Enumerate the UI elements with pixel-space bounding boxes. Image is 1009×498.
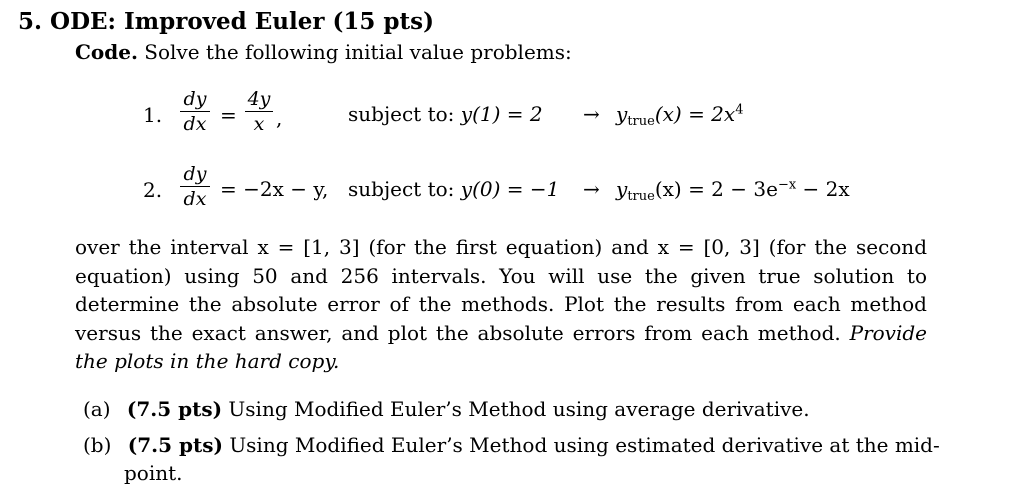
part-b-continuation: point.: [124, 461, 183, 485]
problem-number: 5.: [18, 8, 43, 35]
equation-2-index: 2.: [143, 178, 163, 202]
problem-instruction: [75, 40, 572, 64]
problem-heading: [18, 8, 434, 35]
part-a-points: (7.5 pts): [126, 397, 223, 421]
part-b-text-line1: Using Modified Euler’s Method using estimated derivative at the mid-: [229, 433, 940, 457]
equation-2-derivative: dy dx: [180, 163, 210, 210]
equation-1-true-solution: $y_{true}(x) = 2x^4$: [616, 102, 744, 129]
code-label: Code.: [75, 40, 138, 64]
equation-1-condition: subject to: y(1) = 2: [348, 102, 543, 126]
equation-2-rhs: = −2x − y,: [220, 177, 329, 201]
problem-title: ODE: Improved Euler (15 pts): [50, 8, 434, 35]
part-b: [83, 433, 940, 457]
equation-1-index: 1.: [143, 103, 163, 127]
part-b-label: (b): [83, 433, 112, 457]
equation-2-true-solution: $y_{true}(x) = 2 - 3e^{-x} - 2x$: [616, 177, 850, 204]
instruction-text: Solve the following initial value problems:: [144, 40, 572, 64]
equation-2-condition: subject to: y(0) = −1: [348, 177, 560, 201]
problem-description: [75, 233, 927, 376]
equation-1-rhs: 4y x: [245, 88, 273, 135]
description-text: over the interval x = [1, 3] (for the first equation) and x = [0, 3] (for the second equation) using 50 and 256 intervals. You will use the given true solution to determine the absolute error of the methods. Plot the results from each method versus the exact answer, and plot the absolute errors from each method.: [75, 235, 927, 345]
part-a-text: Using Modified Euler’s Method using average derivative.: [228, 397, 810, 421]
part-a-label: (a): [83, 397, 111, 421]
description-emphasis: Provide the plots in the hard copy.: [75, 320, 928, 373]
part-b-points: (7.5 pts): [127, 433, 223, 457]
equation-1-arrow: →: [583, 102, 600, 126]
equation-1-derivative: dy dx: [180, 88, 210, 135]
part-a: [83, 397, 810, 421]
equation-2-arrow: →: [583, 177, 600, 201]
